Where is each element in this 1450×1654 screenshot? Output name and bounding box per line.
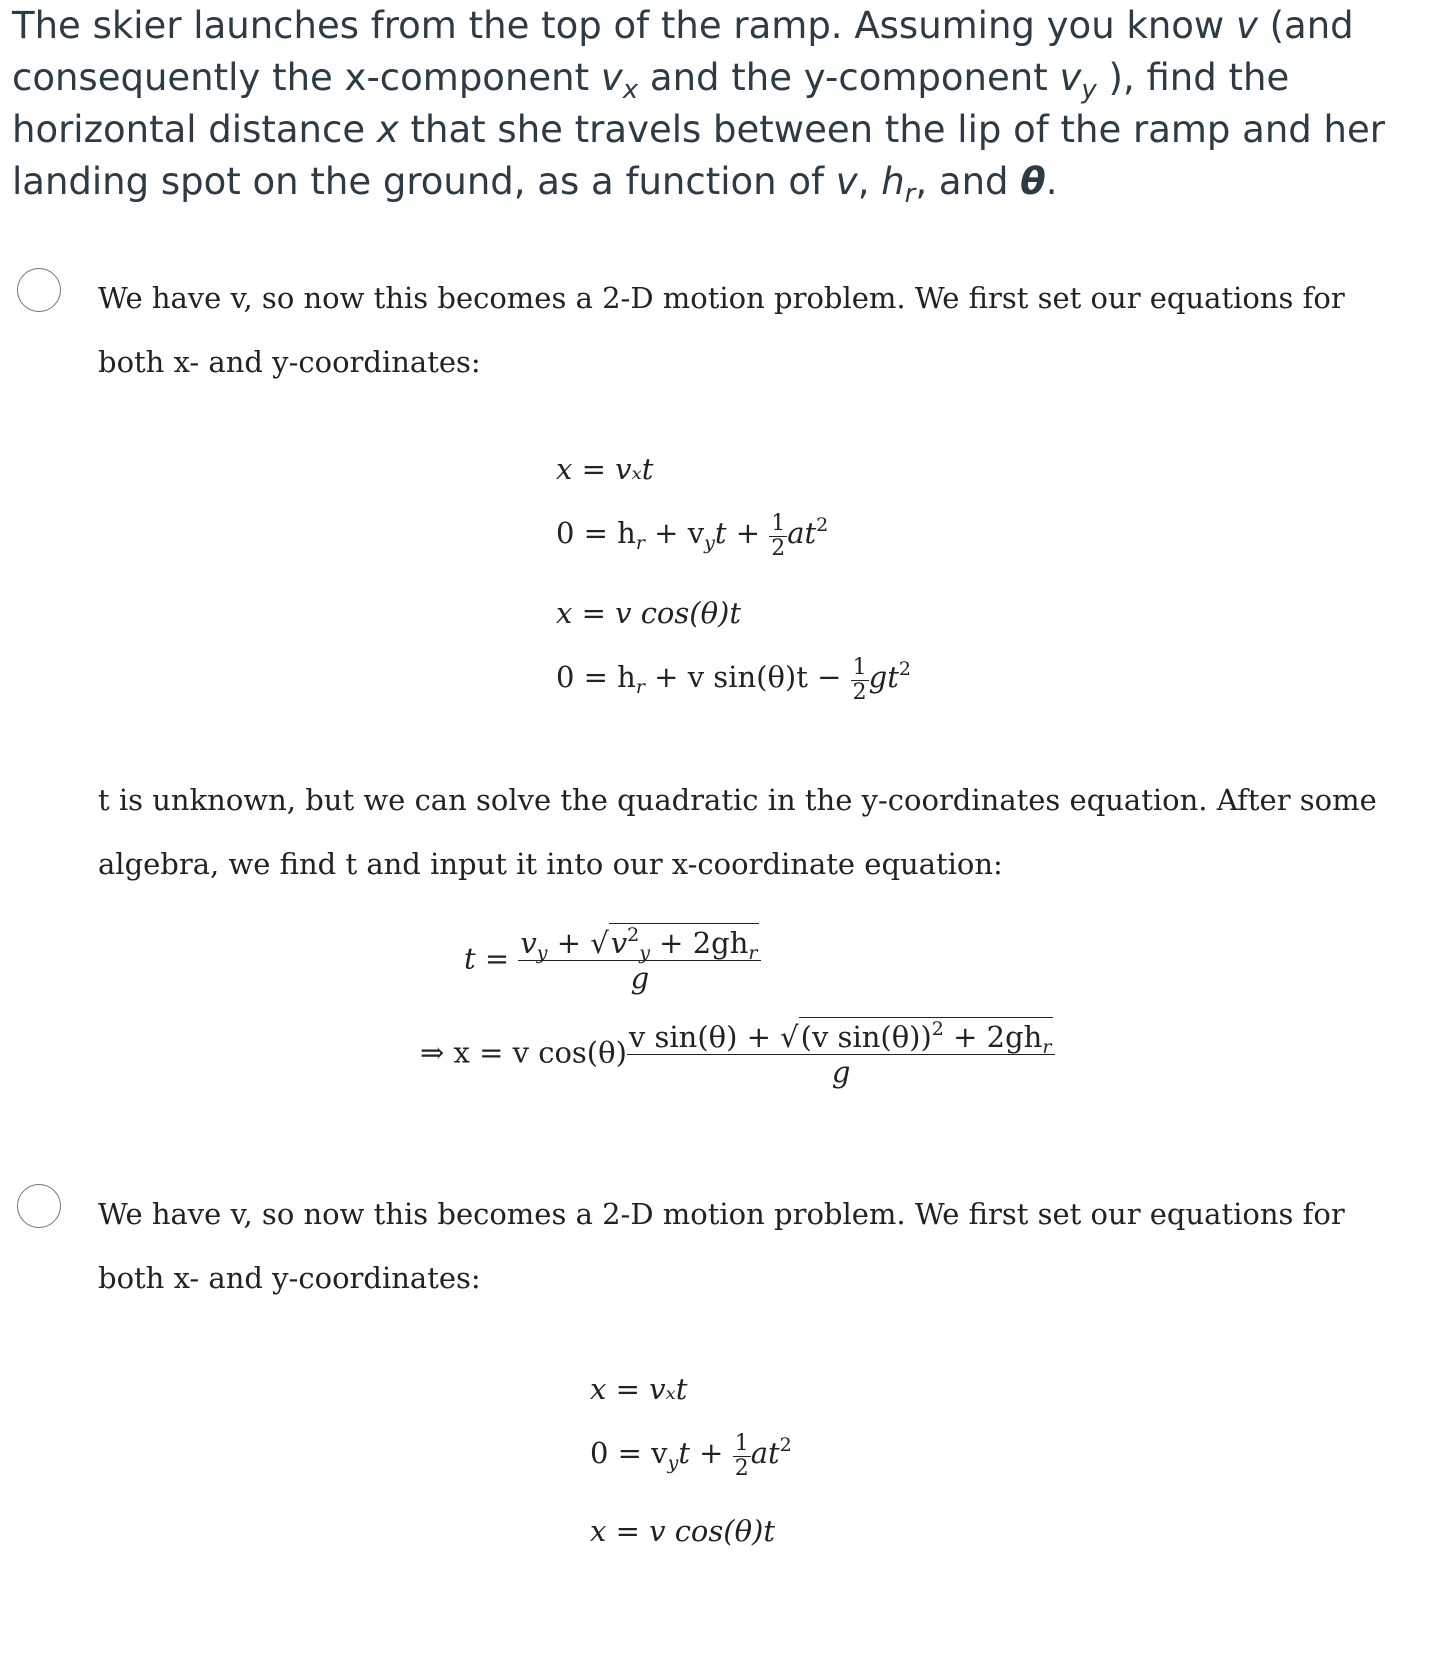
answer-option-2-radio[interactable] — [17, 1184, 61, 1228]
option-2-eq-3: x = v cos(θ)t — [590, 1514, 776, 1548]
option-1-eq-4: $0 = h_r + v$ sin(θ)t − $\frac{1}{2}$ $gt^2$ — [556, 655, 911, 705]
option-1-eq-2: $0 = h_r + v_yt$ + $\frac{1}{2}$ $at^2$ — [556, 511, 829, 561]
option-1-middle-text: t is unknown, but we can solve the quadratic in the y-coordinates equation. After some algebra, we find t and input it into our x-coordinate equation: — [98, 783, 1377, 881]
option-1-eq-3: x = v cos(θ)t — [556, 596, 742, 630]
option-1-x-solution: ⇒ x = v cos(θ) $\frac{v \sin(\theta) + √(v \sin(\theta))^2 + 2gh_r}{g}$ — [420, 1020, 1055, 1089]
option-1-t-solution: t = $\frac{v_y + √v^2_y + 2gh_r}{g}$ — [464, 926, 761, 995]
option-2-intro: We have v, so now this becomes a 2-D motion problem. We first set our equations for both x- and y-coordinates: — [98, 1197, 1345, 1295]
answer-option-1-radio[interactable] — [17, 268, 61, 312]
question-text: The skier launches from the top of the ramp. Assuming you know v (and consequently the x-component $v_x$ and the y-component $v_y$ ), find the horizontal distance x that she travels between the lip of the ramp and her landing spot on the ground, as a function of v, $h_r$, and θ. — [12, 4, 1385, 209]
option-2-eq-2: $0 = v_yt$ + $\frac{1}{2}$ $at^2$ — [590, 1431, 792, 1481]
option-2-eq-1: x = vₓt — [590, 1372, 688, 1406]
option-1-intro: We have v, so now this becomes a 2-D motion problem. We first set our equations for both x- and y-coordinates: — [98, 281, 1345, 379]
option-1-eq-1: x = vₓt — [556, 452, 654, 486]
